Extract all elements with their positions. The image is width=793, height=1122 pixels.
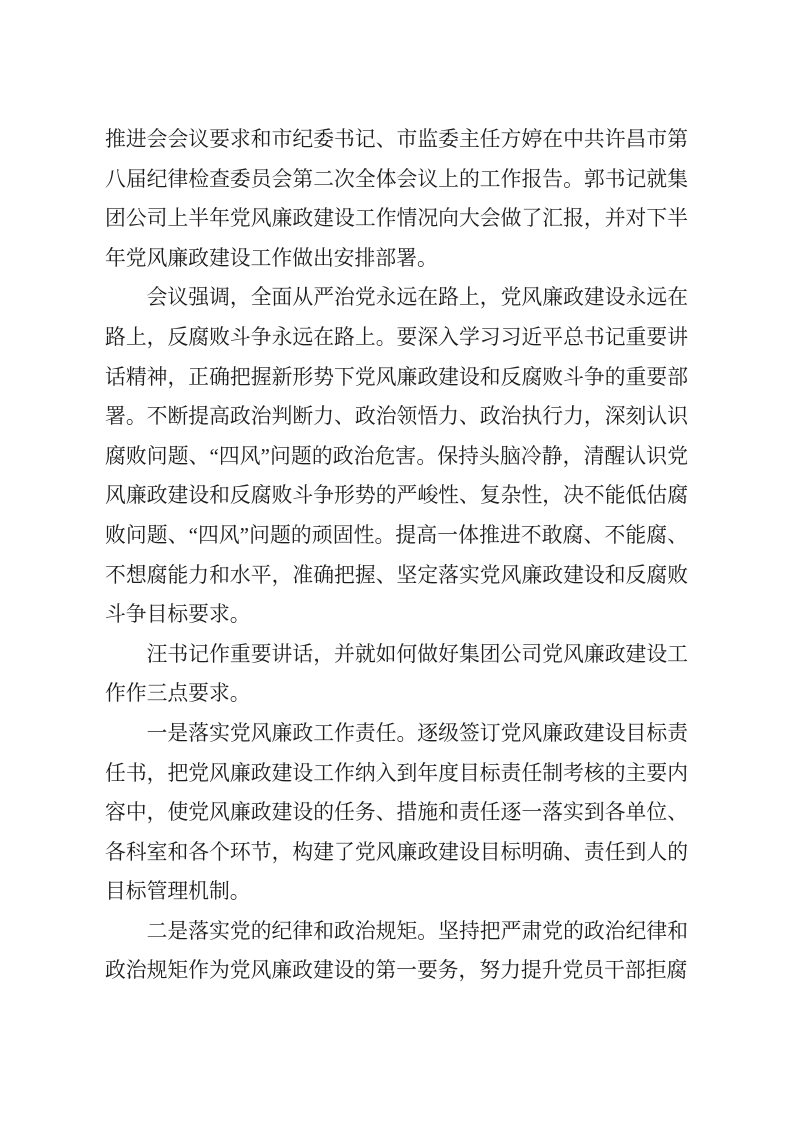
paragraph: 二是落实党的纪律和政治规矩。坚持把严肃党的政治纪律和政治规矩作为党风廉政建设的第一要务，努力提升党员干部拒腐: [105, 919, 688, 983]
paragraph: 汪书记作重要讲话，并就如何做好集团公司党风廉政建设工作作三点要求。: [105, 642, 688, 706]
document-body-text: [105, 120, 688, 991]
paragraph: 推进会会议要求和市纪委书记、市监委主任方婷在中共许昌市第八届纪律检查委员会第二次全体会议上的工作报告。郭书记就集团公司上半年党风廉政建设工作情况向大会做了汇报，并对下半年党风廉政建设工作做出安排部署。: [105, 128, 688, 270]
paragraph: 一是落实党风廉政工作责任。逐级签订党风廉政建设目标责任书，把党风廉政建设工作纳入到年度目标责任制考核的主要内容中，使党风廉政建设的任务、措施和责任逐一落实到各单位、各科室和各个环节，构建了党风廉政建设目标明确、责任到人的目标管理机制。: [105, 721, 688, 904]
paragraph: 会议强调，全面从严治党永远在路上，党风廉政建设永远在路上，反腐败斗争永远在路上。要深入学习习近平总书记重要讲话精神，正确把握新形势下党风廉政建设和反腐败斗争的重要部署。不断提高政治判断力、政治领悟力、政治执行力，深刻认识腐败问题、“四风”问题的政治危害。保持头脑冷静，清醒认识党风廉政建设和反腐败斗争形势的严峻性、复杂性，决不能低估腐败问题、“四风”问题的顽固性。提高一体推进不敢腐、不能腐、不想腐能力和水平，准确把握、坚定落实党风廉政建设和反腐败斗争目标要求。: [105, 286, 688, 627]
